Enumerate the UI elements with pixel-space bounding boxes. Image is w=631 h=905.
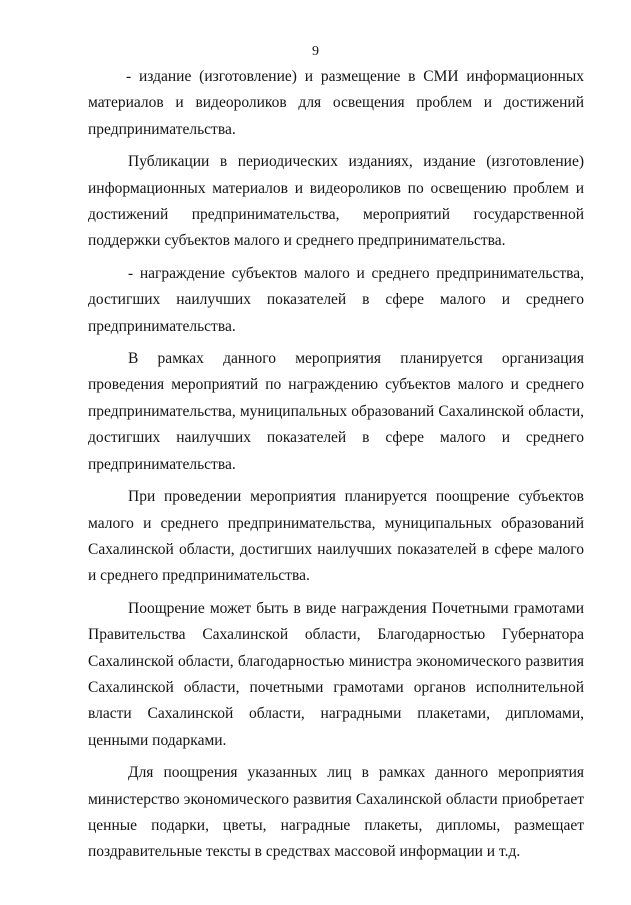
paragraph-publication-bullet: - издание (изготовление) и размещение в СМИ информационных материалов и видеороликов для освещения проблем и достижений предпринимательства. bbox=[88, 68, 584, 138]
paragraph-encouragement-forms: Поощрение может быть в виде награждения Почетными грамотами Правительства Сахалинской области, Благодарностью Губернатора Сахалинской области, благодарностью министра экономического развития Сахалинской области, почетными грамотами органов исполнительной власти Сахалинской области, наградными плакетами, дипломами, ценными подарками. bbox=[88, 599, 584, 749]
paragraph-awarding-events: В рамках данного мероприятия планируется организация проведения мероприятий по награждению субъектов малого и среднего предпринимательства, муниципальных образований Сахалинской области, достигших наилучших показателей в сфере малого и среднего предпринимательства. bbox=[88, 350, 584, 473]
document-body bbox=[88, 64, 584, 872]
paragraph-awarding-bullet: - награждение субъектов малого и среднего предпринимательства, достигших наилучших показателей в сфере малого и среднего предпринимательства. bbox=[88, 264, 584, 335]
page-number: 9 bbox=[312, 44, 319, 59]
paragraph-ministry-purchases: Для поощрения указанных лиц в рамках данного мероприятия министерство экономического развития Сахалинской области приобретает ценные подарки, цветы, наградные плакеты, дипломы, размещает поздравительные тексты в средствах массовой информации и т.д. bbox=[88, 764, 584, 861]
paragraph-encouragement: При проведении мероприятия планируется поощрение субъектов малого и среднего предпринимательства, муниципальных образований Сахалинской области, достигших наилучших показателей в сфере малого и среднего предпринимательства. bbox=[88, 488, 584, 585]
paragraph-publications: Публикации в периодических изданиях, издание (изготовление) информационных материалов и видеороликов по освещению проблем и достижений предпринимательства, мероприятий государственной поддержки субъектов малого и среднего предпринимательства. bbox=[88, 153, 584, 250]
